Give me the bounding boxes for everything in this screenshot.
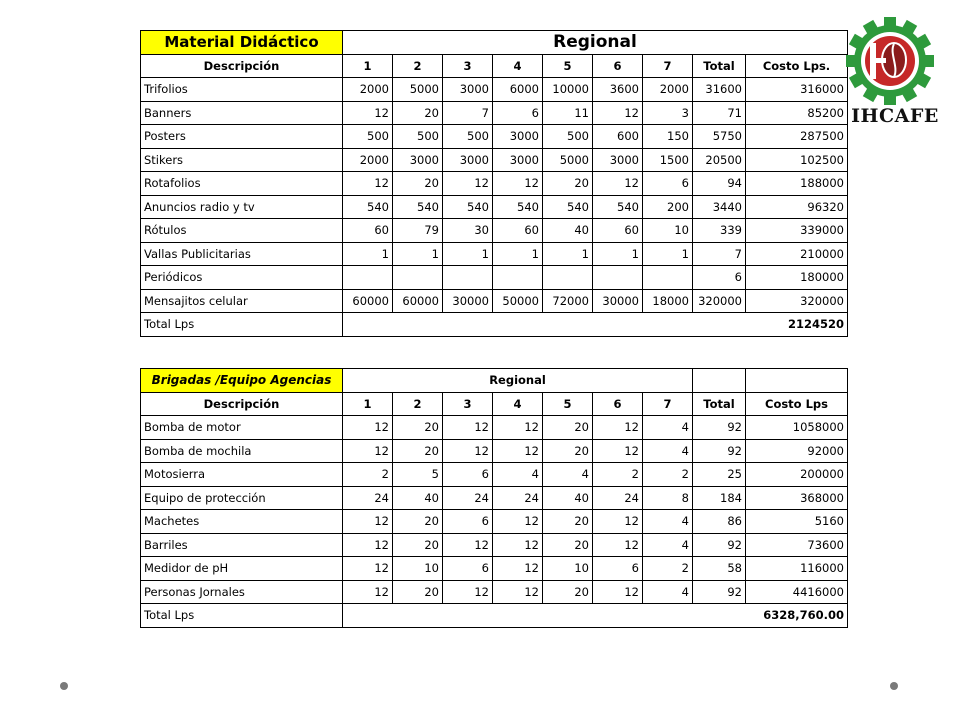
table-cell: 20 bbox=[543, 580, 593, 604]
table-cell: 20 bbox=[393, 416, 443, 440]
column-header: 3 bbox=[443, 54, 493, 78]
table-cell: 102500 bbox=[746, 148, 848, 172]
table-cell: 3440 bbox=[693, 195, 746, 219]
table-cell: 600 bbox=[593, 125, 643, 149]
table-cell: 6 bbox=[593, 557, 643, 581]
column-header: 1 bbox=[343, 392, 393, 416]
table-cell: 3600 bbox=[593, 78, 643, 102]
column-header: 5 bbox=[543, 392, 593, 416]
table-cell: 20 bbox=[393, 510, 443, 534]
table-cell: 4 bbox=[643, 510, 693, 534]
table-cell: 18000 bbox=[643, 289, 693, 313]
table-cell: 184 bbox=[693, 486, 746, 510]
table-cell: 5000 bbox=[543, 148, 593, 172]
table-cell: 1500 bbox=[643, 148, 693, 172]
column-header: 6 bbox=[593, 392, 643, 416]
table-cell: 20 bbox=[393, 172, 443, 196]
table-cell: 24 bbox=[443, 486, 493, 510]
table-cell: 20500 bbox=[693, 148, 746, 172]
column-header: 4 bbox=[493, 392, 543, 416]
table-cell: 12 bbox=[493, 439, 543, 463]
table-cell: 3000 bbox=[493, 148, 543, 172]
table-cell: 500 bbox=[343, 125, 393, 149]
table-cell bbox=[643, 266, 693, 290]
table-cell: 60 bbox=[593, 219, 643, 243]
table-cell: 500 bbox=[543, 125, 593, 149]
table-cell: 540 bbox=[543, 195, 593, 219]
table-cell: 4 bbox=[493, 463, 543, 487]
table-cell: 20 bbox=[543, 510, 593, 534]
table-row bbox=[141, 242, 848, 266]
row-description: Stikers bbox=[141, 148, 343, 172]
table-cell: 339000 bbox=[746, 219, 848, 243]
table-cell: 7 bbox=[443, 101, 493, 125]
table-cell: 200000 bbox=[746, 463, 848, 487]
column-header: Total bbox=[693, 54, 746, 78]
table-cell: 6 bbox=[693, 266, 746, 290]
table-cell: 4 bbox=[643, 416, 693, 440]
table-row bbox=[141, 78, 848, 102]
table-cell: 12 bbox=[493, 510, 543, 534]
row-description: Rotafolios bbox=[141, 172, 343, 196]
row-description: Equipo de protección bbox=[141, 486, 343, 510]
table-cell: 1 bbox=[343, 242, 393, 266]
column-header: 3 bbox=[443, 392, 493, 416]
table-cell: 11 bbox=[543, 101, 593, 125]
table-cell: 368000 bbox=[746, 486, 848, 510]
table-cell: 12 bbox=[343, 510, 393, 534]
table-cell: 4 bbox=[643, 580, 693, 604]
table-cell: 30000 bbox=[593, 289, 643, 313]
row-description: Vallas Publicitarias bbox=[141, 242, 343, 266]
table-row bbox=[141, 439, 848, 463]
material-title: Material Didáctico bbox=[141, 31, 343, 55]
table-cell: 3000 bbox=[493, 125, 543, 149]
table-cell: 40 bbox=[543, 219, 593, 243]
row-description: Bomba de mochila bbox=[141, 439, 343, 463]
column-header: 2 bbox=[393, 392, 443, 416]
table-row bbox=[141, 580, 848, 604]
table-cell: 1 bbox=[393, 242, 443, 266]
table-cell: 12 bbox=[493, 533, 543, 557]
table-row bbox=[141, 148, 848, 172]
table-cell: 10 bbox=[543, 557, 593, 581]
table-cell: 73600 bbox=[746, 533, 848, 557]
table-cell: 12 bbox=[593, 101, 643, 125]
table-cell: 92 bbox=[693, 439, 746, 463]
table-cell: 200 bbox=[643, 195, 693, 219]
table-cell: 7 bbox=[693, 242, 746, 266]
table-cell: 12 bbox=[493, 172, 543, 196]
column-header: Descripción bbox=[141, 392, 343, 416]
table-cell: 4 bbox=[643, 533, 693, 557]
table-cell: 1 bbox=[643, 242, 693, 266]
table-cell: 3 bbox=[643, 101, 693, 125]
table-cell: 2 bbox=[593, 463, 643, 487]
column-header: 6 bbox=[593, 54, 643, 78]
table-cell: 540 bbox=[443, 195, 493, 219]
table-cell: 60000 bbox=[343, 289, 393, 313]
row-description: Barriles bbox=[141, 533, 343, 557]
row-description: Rótulos bbox=[141, 219, 343, 243]
table-cell: 92 bbox=[693, 416, 746, 440]
table-cell: 12 bbox=[343, 580, 393, 604]
table-cell: 3000 bbox=[443, 78, 493, 102]
table-cell: 1 bbox=[593, 242, 643, 266]
table-cell: 96320 bbox=[746, 195, 848, 219]
ihcafe-logo-text: IHCAFE bbox=[851, 105, 939, 127]
table-cell: 8 bbox=[643, 486, 693, 510]
table-cell: 40 bbox=[543, 486, 593, 510]
table-cell bbox=[443, 266, 493, 290]
table-row bbox=[141, 533, 848, 557]
column-header: 5 bbox=[543, 54, 593, 78]
table-cell: 72000 bbox=[543, 289, 593, 313]
row-description: Motosierra bbox=[141, 463, 343, 487]
table-cell: 2 bbox=[643, 463, 693, 487]
table-cell: 12 bbox=[443, 533, 493, 557]
material-regional-label: Regional bbox=[343, 31, 848, 55]
slide-dot-right bbox=[890, 682, 898, 690]
table-cell: 6 bbox=[443, 463, 493, 487]
table-row bbox=[141, 266, 848, 290]
table-cell: 540 bbox=[343, 195, 393, 219]
table-row bbox=[141, 101, 848, 125]
table-cell: 12 bbox=[443, 416, 493, 440]
table-cell: 12 bbox=[343, 101, 393, 125]
table-row bbox=[141, 172, 848, 196]
column-header: 2 bbox=[393, 54, 443, 78]
row-description: Posters bbox=[141, 125, 343, 149]
table-cell: 150 bbox=[643, 125, 693, 149]
table-cell: 540 bbox=[393, 195, 443, 219]
table-cell: 540 bbox=[493, 195, 543, 219]
table-cell: 6 bbox=[443, 557, 493, 581]
table-cell: 12 bbox=[593, 580, 643, 604]
table-row bbox=[141, 486, 848, 510]
row-description: Bomba de motor bbox=[141, 416, 343, 440]
table-cell: 94 bbox=[693, 172, 746, 196]
table-cell: 20 bbox=[543, 533, 593, 557]
table-cell: 2000 bbox=[643, 78, 693, 102]
table-cell: 20 bbox=[393, 101, 443, 125]
total-row bbox=[141, 313, 848, 337]
header-row bbox=[141, 54, 848, 78]
table-cell: 20 bbox=[543, 416, 593, 440]
empty-cell bbox=[746, 369, 848, 393]
table-cell: 86 bbox=[693, 510, 746, 534]
table-cell: 12 bbox=[593, 533, 643, 557]
table-cell: 12 bbox=[343, 172, 393, 196]
table-cell: 1 bbox=[443, 242, 493, 266]
table-cell: 188000 bbox=[746, 172, 848, 196]
table-row bbox=[141, 510, 848, 534]
column-header: Costo Lps. bbox=[746, 54, 848, 78]
row-description: Trifolios bbox=[141, 78, 343, 102]
table-cell: 12 bbox=[443, 439, 493, 463]
total-value: 2124520 bbox=[343, 313, 848, 337]
table-cell: 4 bbox=[543, 463, 593, 487]
column-header: 4 bbox=[493, 54, 543, 78]
table-cell: 12 bbox=[443, 580, 493, 604]
table-cell: 1058000 bbox=[746, 416, 848, 440]
material-didactico-table bbox=[140, 30, 848, 337]
table-row bbox=[141, 463, 848, 487]
table-cell: 5 bbox=[393, 463, 443, 487]
table-cell: 3000 bbox=[443, 148, 493, 172]
material-title-row bbox=[141, 31, 848, 55]
table-cell: 339 bbox=[693, 219, 746, 243]
column-header: 1 bbox=[343, 54, 393, 78]
table-cell: 540 bbox=[593, 195, 643, 219]
row-description: Banners bbox=[141, 101, 343, 125]
table-cell: 12 bbox=[593, 439, 643, 463]
table-cell: 24 bbox=[593, 486, 643, 510]
table-cell: 287500 bbox=[746, 125, 848, 149]
row-description: Personas Jornales bbox=[141, 580, 343, 604]
table-cell: 12 bbox=[343, 557, 393, 581]
table-cell: 320000 bbox=[746, 289, 848, 313]
table-cell: 2000 bbox=[343, 78, 393, 102]
table-cell: 1 bbox=[493, 242, 543, 266]
table-cell: 12 bbox=[593, 510, 643, 534]
brigadas-title: Brigadas /Equipo Agencias bbox=[141, 369, 343, 393]
column-header: 7 bbox=[643, 392, 693, 416]
table-cell: 30000 bbox=[443, 289, 493, 313]
table-cell: 10 bbox=[393, 557, 443, 581]
table-cell: 320000 bbox=[693, 289, 746, 313]
table-cell: 60 bbox=[343, 219, 393, 243]
table-cell: 2000 bbox=[343, 148, 393, 172]
table-cell: 20 bbox=[393, 580, 443, 604]
table-cell: 30 bbox=[443, 219, 493, 243]
table-cell: 500 bbox=[393, 125, 443, 149]
row-description: Anuncios radio y tv bbox=[141, 195, 343, 219]
table-row bbox=[141, 219, 848, 243]
table-cell: 180000 bbox=[746, 266, 848, 290]
table-cell: 12 bbox=[343, 439, 393, 463]
table-cell: 85200 bbox=[746, 101, 848, 125]
table-cell: 12 bbox=[493, 416, 543, 440]
table-cell: 60000 bbox=[393, 289, 443, 313]
brigadas-regional-label: Regional bbox=[343, 369, 693, 393]
table-cell: 24 bbox=[493, 486, 543, 510]
table-cell: 25 bbox=[693, 463, 746, 487]
table-cell: 71 bbox=[693, 101, 746, 125]
column-header: Total bbox=[693, 392, 746, 416]
table-cell: 5750 bbox=[693, 125, 746, 149]
table-cell: 2 bbox=[343, 463, 393, 487]
table-cell: 20 bbox=[543, 172, 593, 196]
total-value: 6328,760.00 bbox=[343, 604, 848, 628]
table-cell: 1 bbox=[543, 242, 593, 266]
table-cell: 12 bbox=[443, 172, 493, 196]
table-cell: 20 bbox=[393, 439, 443, 463]
table-cell: 6 bbox=[493, 101, 543, 125]
table-cell bbox=[493, 266, 543, 290]
table-cell: 4 bbox=[643, 439, 693, 463]
table-row bbox=[141, 125, 848, 149]
table-cell: 92000 bbox=[746, 439, 848, 463]
total-row bbox=[141, 604, 848, 628]
table-cell: 500 bbox=[443, 125, 493, 149]
table-cell: 50000 bbox=[493, 289, 543, 313]
table-cell: 316000 bbox=[746, 78, 848, 102]
table-cell: 10 bbox=[643, 219, 693, 243]
table-cell: 24 bbox=[343, 486, 393, 510]
table-cell: 2 bbox=[643, 557, 693, 581]
table-cell: 20 bbox=[543, 439, 593, 463]
table-cell: 3000 bbox=[593, 148, 643, 172]
table-cell: 3000 bbox=[393, 148, 443, 172]
table-cell: 92 bbox=[693, 533, 746, 557]
table-cell: 6000 bbox=[493, 78, 543, 102]
table-cell bbox=[393, 266, 443, 290]
table-cell: 31600 bbox=[693, 78, 746, 102]
brigadas-equipo-table bbox=[140, 368, 848, 628]
table-cell: 40 bbox=[393, 486, 443, 510]
table-cell: 12 bbox=[593, 416, 643, 440]
table-cell bbox=[343, 266, 393, 290]
table-cell: 10000 bbox=[543, 78, 593, 102]
column-header: Descripción bbox=[141, 54, 343, 78]
table-cell: 60 bbox=[493, 219, 543, 243]
table-row bbox=[141, 557, 848, 581]
table-cell: 58 bbox=[693, 557, 746, 581]
table-cell: 12 bbox=[593, 172, 643, 196]
table-cell bbox=[593, 266, 643, 290]
row-description: Periódicos bbox=[141, 266, 343, 290]
table-cell: 6 bbox=[443, 510, 493, 534]
table-cell: 92 bbox=[693, 580, 746, 604]
row-description: Machetes bbox=[141, 510, 343, 534]
table-cell: 12 bbox=[493, 557, 543, 581]
column-header: Costo Lps bbox=[746, 392, 848, 416]
table-row bbox=[141, 416, 848, 440]
row-description: Mensajitos celular bbox=[141, 289, 343, 313]
table-cell: 12 bbox=[493, 580, 543, 604]
table-cell: 116000 bbox=[746, 557, 848, 581]
table-cell bbox=[543, 266, 593, 290]
empty-cell bbox=[693, 369, 746, 393]
table-cell: 210000 bbox=[746, 242, 848, 266]
slide-dot-left bbox=[60, 682, 68, 690]
table-cell: 4416000 bbox=[746, 580, 848, 604]
total-label: Total Lps bbox=[141, 313, 343, 337]
table-cell: 20 bbox=[393, 533, 443, 557]
table-cell: 12 bbox=[343, 416, 393, 440]
header-row bbox=[141, 392, 848, 416]
table-row bbox=[141, 195, 848, 219]
column-header: 7 bbox=[643, 54, 693, 78]
table-cell: 5000 bbox=[393, 78, 443, 102]
table-cell: 12 bbox=[343, 533, 393, 557]
row-description: Medidor de pH bbox=[141, 557, 343, 581]
table-cell: 79 bbox=[393, 219, 443, 243]
table-cell: 6 bbox=[643, 172, 693, 196]
total-label: Total Lps bbox=[141, 604, 343, 628]
table-cell: 5160 bbox=[746, 510, 848, 534]
table-row bbox=[141, 289, 848, 313]
brigadas-title-row bbox=[141, 369, 848, 393]
